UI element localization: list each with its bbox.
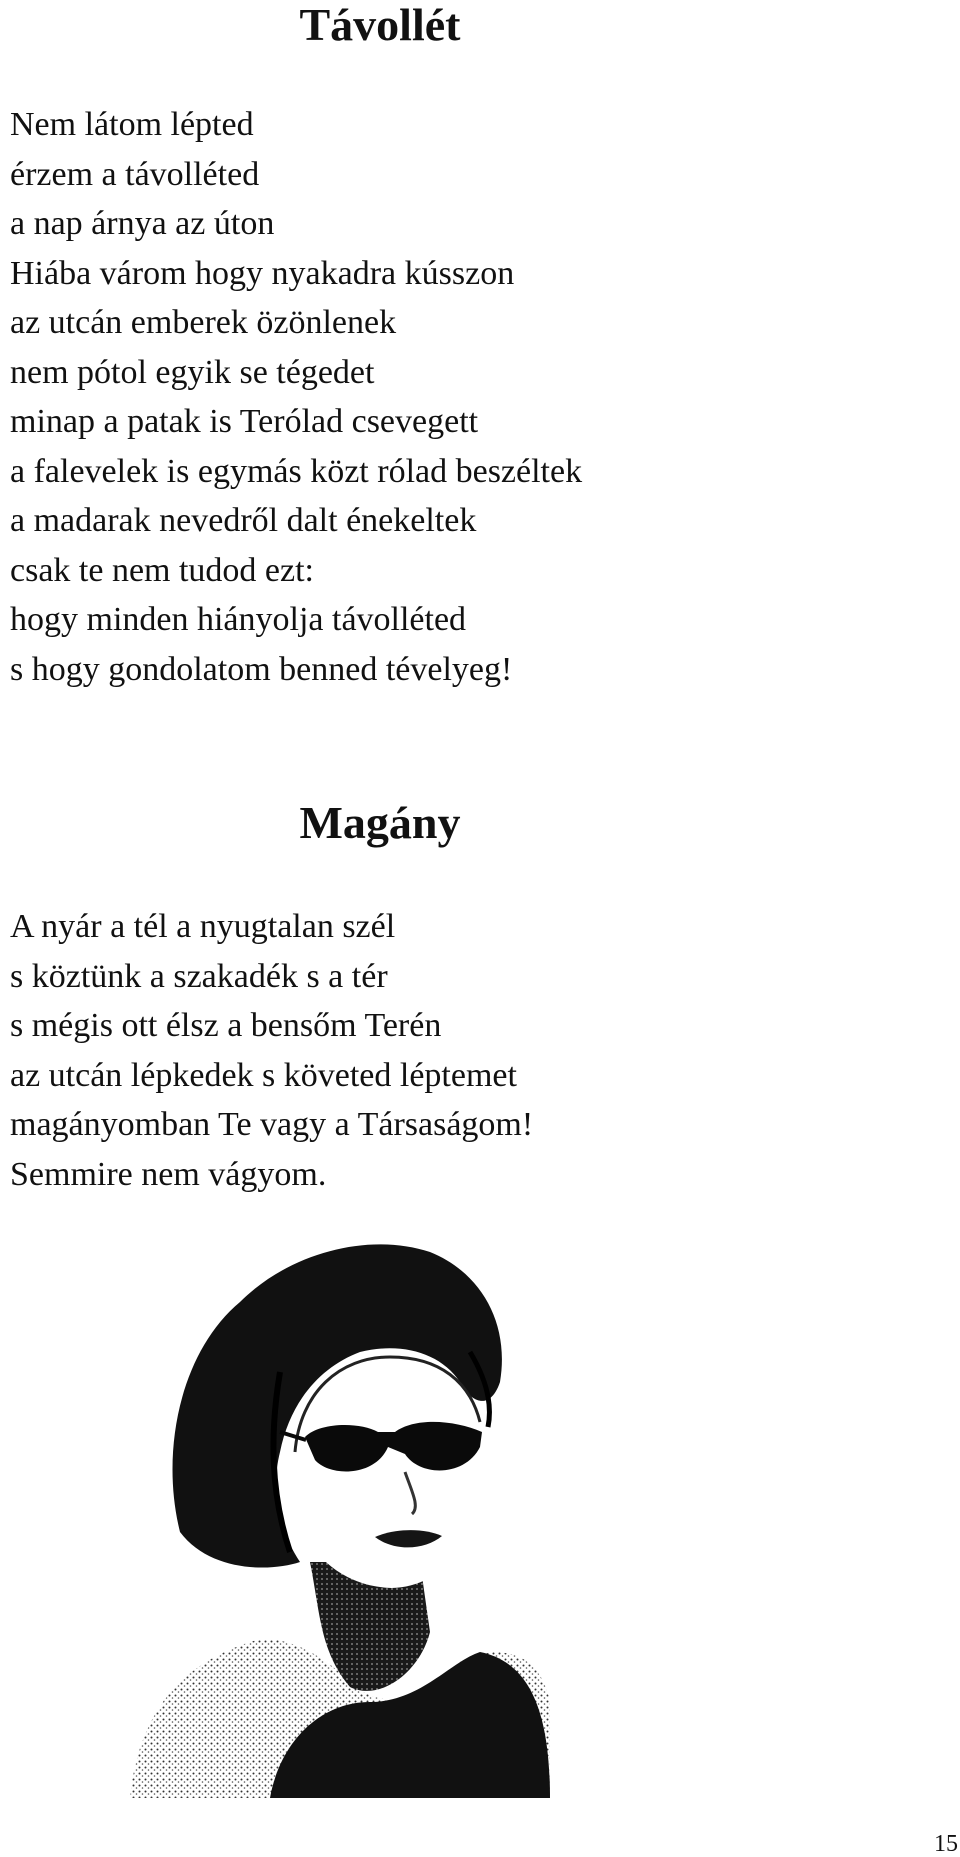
portrait-illustration xyxy=(120,1232,640,1798)
poem-line: minap a patak is Terólad csevegett xyxy=(10,403,479,440)
poem-line: az utcán lépkedek s követed léptemet xyxy=(10,1056,517,1094)
poem-title-tavollet: Távollét xyxy=(299,0,461,50)
poem-line: magányomban Te vagy a Társaságom! xyxy=(10,1106,534,1143)
poem-line: s hogy gondolatom benned tévelyeg! xyxy=(10,650,513,688)
poem-title-magany: Magány xyxy=(299,797,461,848)
poem-line: a falevelek is egymás közt rólad beszéltek xyxy=(10,452,583,490)
poem-line: s mégis ott élsz a bensőm Terén xyxy=(10,1007,442,1044)
poem-line: érzem a távolléted xyxy=(10,155,260,193)
poem-line: Nem látom lépted xyxy=(10,106,254,143)
poem-line: a madarak nevedről dalt énekeltek xyxy=(10,502,477,539)
poem-line: nem pótol egyik se tégedet xyxy=(10,353,375,391)
page-number: 15 xyxy=(934,1831,958,1857)
poem-line: hogy minden hiányolja távolléted xyxy=(10,601,467,638)
poem-line: az utcán emberek özönlenek xyxy=(10,304,397,341)
poem-line: Semmire nem vágyom. xyxy=(10,1155,327,1193)
face xyxy=(295,1357,484,1588)
poem-line: A nyár a tél a nyugtalan szél xyxy=(10,908,396,945)
poem-body-tavollet xyxy=(10,100,582,694)
poem-line: s köztünk a szakadék s a tér xyxy=(10,957,388,995)
poem-body-magany xyxy=(10,902,533,1199)
poem-line: Hiába várom hogy nyakadra kússzon xyxy=(10,254,515,292)
poem-line: csak te nem tudod ezt: xyxy=(10,551,315,589)
poem-line: a nap árnya az úton xyxy=(10,205,275,242)
